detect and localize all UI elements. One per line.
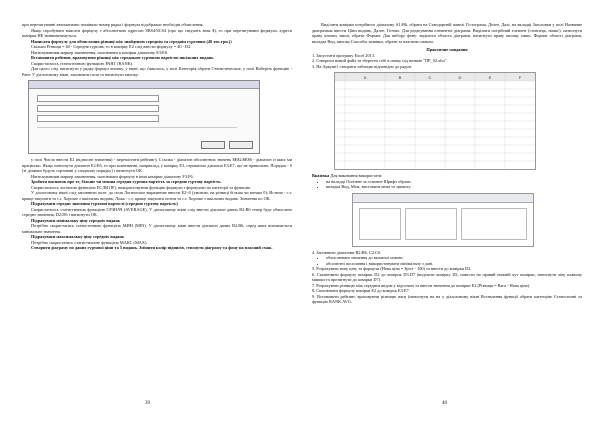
step: 2. Створити новий файл та зберегти собі в папку під назвою "ПР_02.xlsx". [312,58,449,63]
dialog-description [37,127,237,142]
para: Встановити рейтинг, враховуючи різниці між середньою гуртовою вартістю шкільних видань [31,55,214,60]
para: Створити діаграму по даних гуртової ціни та 5 видань. Змінити колір підписів, стиснути діаграму та фону на власний смак. [31,245,273,250]
para: при перетягуванні автоматично поміняли номер рядка і формула відображає необхідні обчислення. [22,22,204,27]
para: Скористаємось статистичною функцією РАНГ (RANK). [31,60,134,66]
col-d: D [458,75,462,80]
para: Скористаємось логічною функцією ЕСЛИ (IF), використовуючи функцію формули з формулою по категорії та функцію. [31,184,252,190]
para: Зробити висновок про те, більше чи менша середня гуртова вартість за середню гуртову вартість. [31,179,222,184]
list-item: • на вкладці Основне за основне Шрифт обрати [326,179,582,185]
cancel-button[interactable] [229,141,253,149]
ok-button[interactable] [201,141,225,149]
para: Для цього слід натиснути у рядку формул кнопку, у вікні, що з'явилось, у полі Категорія обрати Статистические, у полі Виберіть функцію - Ранг. У діалоговому вікні, заповнити поля та натиснути кнопку: [22,66,292,77]
step: 6. Скопіювати формулу комірки D2 до комірок D3:D7 (виділити комірку D2, навести на правий нижній кут комірки, натиснути ліву клавішу мишки та протягнути до комірки D7). [312,271,582,282]
para: У діалоговому вікні слід заповнити поле: до поля Логическое выражение ввести E2>0 (умовою, на різниці більша чи менша 0); Истина - с.г. краще закупити та с.г. Хороше з шкільних видань; Ложь - с.г. краще закупити оптом та с.г. Хороше з шкільних видань. Значення по ОК. [22,190,292,201]
para: у полі Число ввести Е2 (відносне значення) - перемістити рейтинг); Ссылка - діапазон абсолютних значень $E$2:$E$6 - діапазон із яких ми працюємо. Якщо натиснути діапазон Е2:Е6, то при копіюванні, наприклад, у комірку Е3, отримаємо діапазон Е3:Е7, що не правильно; Порядок - 0 (ті ділянки будуть сортовані у спадному порядку) і натиснути ОК. [22,157,292,173]
col-f: F [518,75,522,80]
para: Потрібно скористатись статистичною функцією МИН (MIN). У діалоговому вікні ввести діапазон даних В2:В6, серед яких визначається мінімальне значення. [22,223,292,234]
dialog-titlebar [29,81,259,89]
list-item: • вкладка Вид, Меж, виставити межі та тривогу. [326,184,582,190]
col-b: B [398,75,402,80]
section-title: Практичне чавдання [426,47,468,52]
step: 4. Заповнити діапазони B2:B6, C2:C6 [312,249,381,255]
col-e: E [488,75,492,80]
right-page [312,22,582,402]
para: Підрахувати мінімальну ціну середніх видань [31,217,121,223]
ribbon-group-styles [461,208,527,240]
para: Потрібно скористатись статистичною функцією МАКС (MAX). [31,239,148,245]
ribbon-screenshot [352,193,534,247]
step: 3. На Аркуші1 створити таблицю відповідно до рядок: [312,63,413,69]
list-item: • абсолютні посилання і використовувати мінімальну з дані. [326,261,582,267]
excel-table-screenshot [334,72,536,170]
excel-grid [335,73,535,169]
notes-title: Вказівка Для виконання використати: [312,173,383,178]
para: Скільки Різниця = 40 - Середня гуртова, то в комірку Е2 слід ввести формулу = 40 - D2. [31,44,192,49]
ref-field[interactable] [37,105,159,112]
ribbon-group-borders [405,208,457,240]
step: 7. Розрахувати різницю між середнім видом у відсотках та ввести значення до комірки E2 (Різниця = Вага - Нова ціна). [312,282,531,288]
left-page [22,22,292,402]
para: Якщо спробувати вписати формулу з абсолютною адресою SBS4/SCS4 (про що свідчить знак $), то при перетягуванні формули, адреси комірки НЕ змінюватимуться. [22,27,292,38]
bullet-list-middle [312,255,582,266]
para: Виділити комірки потрібного діапазону А1:В6, обрати на Стандартній панелі Гістограма, Делее, Далі, на вкладці Заголовки у полі Название диаграммы ввести Ціни видань, Далее, Готово. Для редагування елементів діаграми: Виділити потрібний елемент (стовпець, напис), натиснути праву кнопку миші, обрати Формат. Для вибору фону: виділити область діаграми, натиснути праву кнопку миші. Формат області діаграми, вкладка Вид, кнопка Способы заливки, обрати за власним смаком. [312,22,582,44]
function-arguments-dialog [28,80,260,154]
para: Підрахувати середнє значення гуртової вартості (середню гуртову вартість) [31,201,178,206]
col-a: A [363,75,367,80]
page-number-left: 39 [145,401,150,406]
list-item: • обчислювати значення до вказаної мовою; [326,255,582,261]
para: Натискуванням маркер заповнення, скопіювати в комірки діапазону Е3:Е6. [31,49,169,55]
col-c: C [428,75,432,80]
step: 1. Запустити програму Excel 2013. [312,52,375,58]
step: 9. Встановити рейтинг, враховуючи різницю ваги (натиснути на на у діалоговому вікні Вставлення функції обрати категорію Статистичні та функцію RANK.AVG. [312,293,582,304]
para: Підрахувати максимальну ціну середніх видань [31,234,125,239]
number-field[interactable] [37,95,159,102]
ribbon-tabs [353,194,533,203]
order-field[interactable] [37,115,159,122]
para: Написати формулу для обчислення різниці між знайденою середнім та середнім гуртовим (40 тис.грн.)) [31,38,232,44]
ribbon-group-font [359,208,401,240]
step: 8. Скопіювати формулу комірки E2 до комірок E3:E7. [312,288,410,293]
page-number-right: 40 [442,401,447,406]
bullet-list-top [312,179,582,190]
step: 5. Розрахувати нову ціну та формули (Нова ціна = Зріст - 100) та ввести до комірки D2. [312,266,472,271]
para: Натискуванням маркер заповнення, скопіювати формулу в інші комірки діапазону F3:F6. [31,173,194,179]
para: Скористаємось статистичною функцією СРЗНАЧ (AVERAGE). У діалоговому вікні слід ввести діапазон даних В2:В6 тепер буде обчислено середнє значення, D2:D6 і натиснути ОК. [22,206,292,217]
